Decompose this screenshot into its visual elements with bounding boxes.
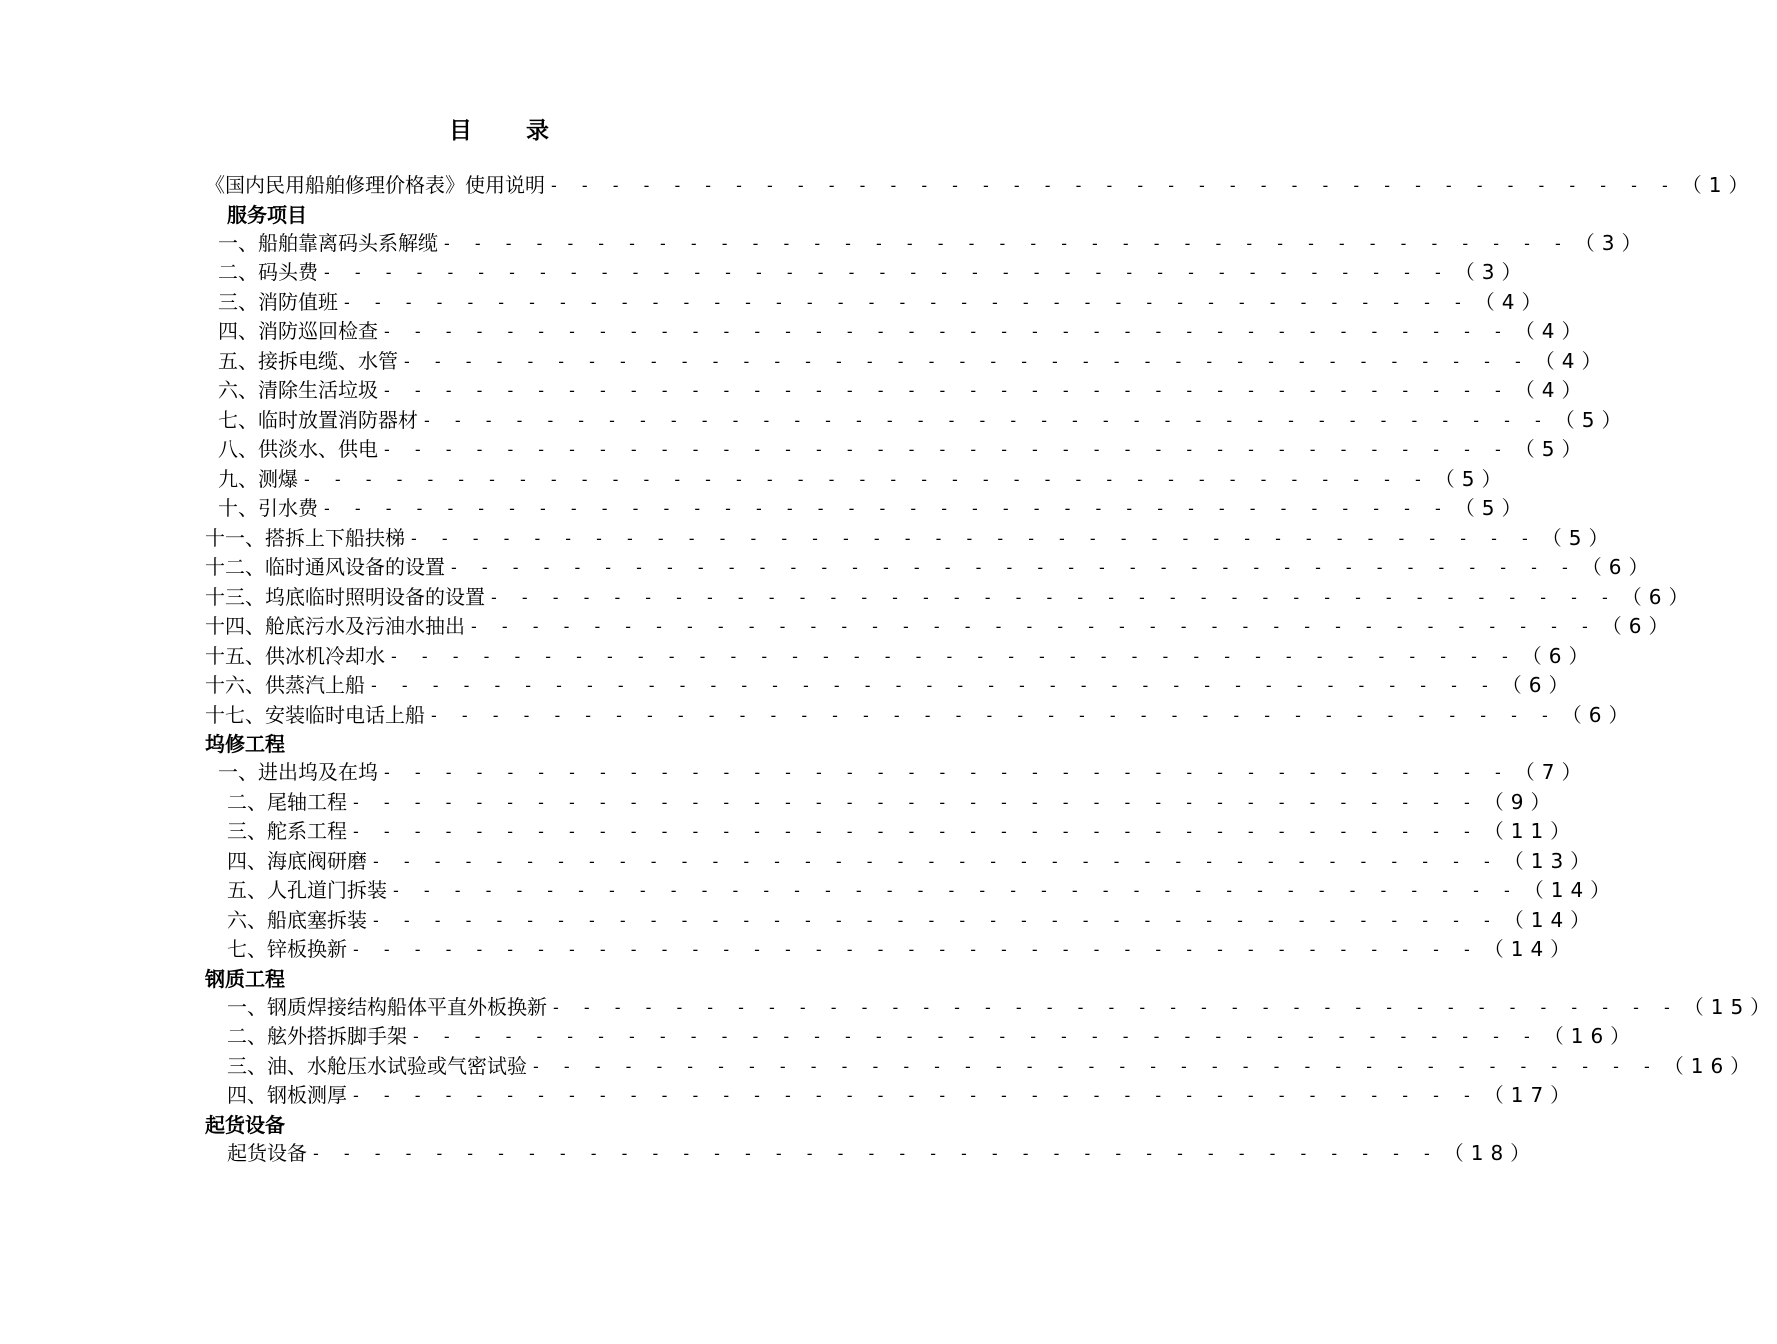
toc-entry[interactable] [205, 583, 1696, 613]
toc-leader-dashes: - - - - - - - - - - - - - - - - - - - - - - - - - - - - - - - - - - - - - [371, 676, 1498, 695]
toc-entry-label: 五、人孔道门拆装 [227, 878, 387, 902]
toc-entry-label: 四、消防巡回检查 [218, 319, 378, 343]
toc-entry[interactable] [205, 1139, 1538, 1169]
toc-leader-dashes: - - - - - - - - - - - - - - - - - - - - - - - - - - - - - - - - - - - - - [313, 1143, 1440, 1163]
page-title: 目录 [449, 118, 603, 144]
toc-leader-dashes: - - - - - - - - - - - - - - - - - - - - - - - - - - - - - - - - - - - - - [444, 233, 1571, 253]
toc-entry-label: 五、接拆电缆、水管 [218, 348, 398, 373]
toc-entry-page-number: （14） [1483, 937, 1578, 961]
toc-entry-label: 《国内民用船舶修理价格表》使用说明 [205, 173, 545, 197]
toc-entry[interactable] [205, 758, 1589, 788]
toc-entry[interactable] [205, 847, 1598, 877]
toc-entry-page-number: （4） [1534, 348, 1609, 373]
toc-leader-dashes: - - - - - - - - - - - - - - - - - - - - - - - - - - - - - - - - - - - - - [353, 822, 1480, 841]
toc-entry-label: 十七、安装临时电话上船 [205, 702, 425, 727]
toc-entry-page-number: （4） [1514, 319, 1589, 343]
toc-entry-page-number: （15） [1683, 994, 1777, 1019]
toc-entry[interactable] [205, 788, 1558, 818]
toc-entry-label: 一、船舶靠离码头系解缆 [218, 230, 438, 255]
toc-entry-page-number: （6） [1581, 555, 1656, 579]
toc-entry[interactable] [205, 435, 1589, 465]
toc-section-heading: 服务项目 [227, 202, 307, 227]
toc-entry-label: 八、供淡水、供电 [218, 437, 378, 461]
toc-entry-label: 十二、临时通风设备的设置 [205, 555, 445, 579]
toc-entry[interactable] [205, 612, 1676, 642]
toc-leader-dashes: - - - - - - - - - - - - - - - - - - - - - - - - - - - - - - - - - - - - - [304, 469, 1431, 489]
toc-leader-dashes: - - - - - - - - - - - - - - - - - - - - - - - - - - - - - - - - - - - - - [551, 176, 1678, 195]
toc-entry[interactable] [205, 1052, 1758, 1082]
toc-leader-dashes: - - - - - - - - - - - - - - - - - - - - - - - - - - - - - - - - - - - - - [384, 322, 1511, 341]
toc-entry-page-number: （6） [1621, 584, 1696, 609]
toc-entry-page-number: （5） [1514, 437, 1589, 461]
toc-entry[interactable] [205, 229, 1649, 259]
toc-entry-page-number: （11） [1483, 819, 1578, 843]
toc-entry-label: 三、消防值班 [218, 289, 338, 314]
toc-entry-label: 七、锌板换新 [227, 937, 347, 961]
toc-entry-page-number: （13） [1503, 848, 1598, 873]
toc-leader-dashes: - - - - - - - - - - - - - - - - - - - - - - - - - - - - - - - - - - - - - [353, 1086, 1480, 1105]
toc-entry[interactable] [205, 347, 1609, 377]
toc-entry-page-number: （17） [1483, 1083, 1578, 1107]
toc-leader-dashes: - - - - - - - - - - - - - - - - - - - - - - - - - - - - - - - - - - - - - [451, 558, 1578, 577]
toc-entry[interactable] [205, 258, 1529, 288]
toc-entry-page-number: （14） [1503, 907, 1598, 932]
toc-leader-dashes: - - - - - - - - - - - - - - - - - - - - - - - - - - - - - - - - - - - - - [413, 1027, 1540, 1046]
toc-entry-page-number: （1） [1681, 173, 1756, 197]
toc-leader-dashes: - - - - - - - - - - - - - - - - - - - - - - - - - - - - - - - - - - - - - [424, 410, 1551, 430]
toc-entry-page-number: （5） [1554, 407, 1629, 432]
toc-entry[interactable] [205, 317, 1589, 347]
toc-leader-dashes: - - - - - - - - - - - - - - - - - - - - - - - - - - - - - - - - - - - - - [431, 705, 1558, 725]
toc-entry-page-number: （6） [1601, 614, 1676, 638]
toc-entry-label: 一、钢质焊接结构船体平直外板换新 [227, 994, 547, 1019]
toc-leader-dashes: - - - - - - - - - - - - - - - - - - - - - - - - - - - - - - - - - - - - - [471, 617, 1598, 636]
toc-entry-label: 十五、供冰机冷却水 [205, 643, 385, 668]
toc-leader-dashes: - - - - - - - - - - - - - - - - - - - - - - - - - - - - - - - - - - - - - [353, 940, 1480, 959]
toc-leader-dashes: - - - - - - - - - - - - - - - - - - - - - - - - - - - - - - - - - - - - - [391, 646, 1518, 666]
toc-entry-label: 三、油、水舱压水试验或气密试验 [227, 1053, 527, 1078]
toc-entry-page-number: （6） [1501, 673, 1576, 697]
toc-entry-page-number: （14） [1523, 878, 1618, 902]
toc-entry-label: 一、进出坞及在坞 [218, 760, 378, 784]
toc-section-heading: 坞修工程 [205, 732, 285, 756]
toc-entry[interactable] [205, 171, 1756, 201]
toc-entry-page-number: （4） [1474, 289, 1549, 314]
toc-entry-label: 十三、坞底临时照明设备的设置 [205, 584, 485, 609]
toc-entry[interactable] [205, 817, 1578, 847]
toc-leader-dashes: - - - - - - - - - - - - - - - - - - - - - - - - - - - - - - - - - - - - - [384, 440, 1511, 459]
toc-entry[interactable] [205, 701, 1636, 731]
toc-entry-label: 十四、舱底污水及污油水抽出 [205, 614, 465, 638]
toc-entry-page-number: （6） [1521, 643, 1596, 668]
toc-entry-label: 二、码头费 [218, 260, 318, 284]
toc-entry-label: 四、钢板测厚 [227, 1083, 347, 1107]
toc-entry-page-number: （6） [1561, 702, 1636, 727]
toc-entry-label: 起货设备 [227, 1140, 307, 1165]
toc-leader-dashes: - - - - - - - - - - - - - - - - - - - - - - - - - - - - - - - - - - - - - [344, 292, 1471, 312]
toc-leader-dashes: - - - - - - - - - - - - - - - - - - - - - - - - - - - - - - - - - - - - - [324, 263, 1451, 282]
toc-section-heading: 钢质工程 [205, 966, 285, 991]
toc-leader-dashes: - - - - - - - - - - - - - - - - - - - - - - - - - - - - - - - - - - - - - [393, 881, 1520, 900]
toc-entry[interactable] [205, 553, 1656, 583]
toc-entry-page-number: （9） [1483, 789, 1558, 814]
toc-leader-dashes: - - - - - - - - - - - - - - - - - - - - - - - - - - - - - - - - - - - - - [411, 528, 1538, 548]
toc-entry[interactable] [205, 524, 1616, 554]
toc-leader-dashes: - - - - - - - - - - - - - - - - - - - - - - - - - - - - - - - - - - - - - [353, 792, 1480, 812]
toc-leader-dashes: - - - - - - - - - - - - - - - - - - - - - - - - - - - - - - - - - - - - - [373, 851, 1500, 871]
toc-entry-page-number: （3） [1454, 260, 1529, 284]
toc-entry-label: 四、海底阀研磨 [227, 848, 367, 873]
table-of-contents [205, 171, 1777, 1168]
toc-entry-page-number: （3） [1574, 230, 1649, 255]
toc-entry-page-number: （16） [1663, 1053, 1758, 1078]
toc-leader-dashes: - - - - - - - - - - - - - - - - - - - - - - - - - - - - - - - - - - - - - [533, 1056, 1660, 1076]
toc-section-heading: 起货设备 [205, 1112, 285, 1137]
toc-entry-page-number: （5） [1434, 466, 1509, 491]
toc-leader-dashes: - - - - - - - - - - - - - - - - - - - - - - - - - - - - - - - - - - - - - [384, 381, 1511, 400]
toc-entry-label: 二、舷外搭拆脚手架 [227, 1024, 407, 1048]
toc-entry-label: 十一、搭拆上下船扶梯 [205, 525, 405, 550]
toc-entry-page-number: （4） [1514, 378, 1589, 402]
toc-entry-label: 二、尾轴工程 [227, 789, 347, 814]
toc-entry-label: 九、测爆 [218, 466, 298, 491]
toc-leader-dashes: - - - - - - - - - - - - - - - - - - - - - - - - - - - - - - - - - - - - - [491, 587, 1618, 607]
toc-entry-page-number: （18） [1443, 1140, 1538, 1165]
toc-leader-dashes: - - - - - - - - - - - - - - - - - - - - - - - - - - - - - - - - - - - - - [404, 351, 1531, 371]
toc-entry-label: 六、船底塞拆装 [227, 907, 367, 932]
toc-entry[interactable] [205, 642, 1596, 672]
toc-entry[interactable] [205, 288, 1549, 318]
toc-leader-dashes: - - - - - - - - - - - - - - - - - - - - - - - - - - - - - - - - - - - - - [384, 763, 1511, 782]
toc-entry-label: 六、清除生活垃圾 [218, 378, 378, 402]
toc-entry-page-number: （5） [1454, 496, 1529, 520]
toc-entry[interactable] [205, 494, 1529, 524]
toc-entry-label: 七、临时放置消防器材 [218, 407, 418, 432]
toc-entry-label: 十六、供蒸汽上船 [205, 673, 365, 697]
toc-leader-dashes: - - - - - - - - - - - - - - - - - - - - - - - - - - - - - - - - - - - - - [324, 499, 1451, 518]
toc-leader-dashes: - - - - - - - - - - - - - - - - - - - - - - - - - - - - - - - - - - - - - [373, 910, 1500, 930]
toc-entry[interactable] [205, 406, 1629, 436]
toc-entry-label: 十、引水费 [218, 496, 318, 520]
toc-entry[interactable] [205, 993, 1777, 1023]
toc-entry[interactable] [205, 376, 1589, 406]
toc-entry[interactable] [205, 465, 1509, 495]
toc-entry[interactable] [205, 876, 1618, 906]
toc-entry[interactable] [205, 935, 1578, 965]
toc-entry[interactable] [205, 1022, 1638, 1052]
toc-leader-dashes: - - - - - - - - - - - - - - - - - - - - - - - - - - - - - - - - - - - - - [553, 997, 1680, 1017]
toc-entry-label: 三、舵系工程 [227, 819, 347, 843]
toc-entry[interactable] [205, 671, 1576, 701]
toc-entry[interactable] [205, 906, 1598, 936]
toc-entry[interactable] [205, 1081, 1578, 1111]
toc-entry-page-number: （7） [1514, 760, 1589, 784]
toc-entry-page-number: （16） [1543, 1024, 1638, 1048]
toc-entry-page-number: （5） [1541, 525, 1616, 550]
